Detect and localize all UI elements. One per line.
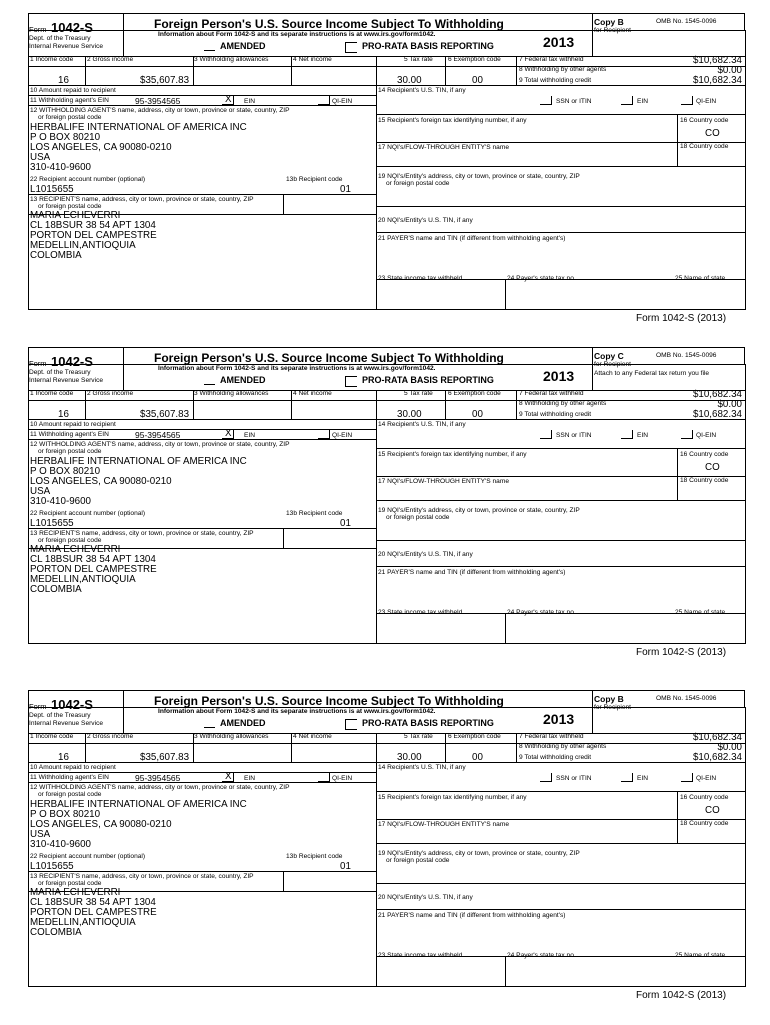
ein-check-mark: X	[225, 94, 232, 105]
box22-label: 22 Recipient account number (optional)	[30, 176, 146, 183]
box15-label: 15 Recipient's foreign tax identifying number, if any	[378, 794, 527, 801]
box23-label: 23 State income tax withheld	[378, 952, 463, 959]
total-credit-value[interactable]: $10,682.34	[692, 75, 742, 86]
ein-check-mark: X	[225, 771, 232, 782]
amended-label: AMENDED	[220, 375, 266, 385]
tax-year: 2013	[543, 368, 575, 384]
box11-label: 11 Withholding agent's EIN	[30, 97, 109, 104]
agent-country[interactable]: USA	[30, 152, 51, 163]
box2-label: 2 Gross income	[87, 56, 134, 63]
qiein-checkbox[interactable]	[318, 430, 330, 439]
ein-label: EIN	[244, 98, 255, 105]
box16-label: 16 Country code	[680, 117, 729, 124]
prorata-checkbox[interactable]	[345, 719, 357, 730]
box24-label: 24 Payer's state tax no.	[507, 609, 576, 616]
box11-label: 11 Withholding agent's EIN	[30, 431, 109, 438]
box22-label: 22 Recipient account number (optional)	[30, 853, 146, 860]
other-agents-value[interactable]: $0.00	[717, 65, 742, 76]
form-footer: Form 1042-S (2013)	[636, 647, 727, 658]
form-title: Foreign Person's U.S. Source Income Subject To Withholding	[154, 351, 504, 365]
agent-address-1[interactable]: P O BOX 80210	[30, 132, 101, 143]
recipient-country[interactable]: COLOMBIA	[30, 250, 82, 261]
other-agents-value[interactable]: $0.00	[717, 742, 742, 753]
country-code-value[interactable]: CO	[705, 462, 720, 473]
box13b-label: 13b Recipient code	[286, 510, 343, 517]
box2-label: 2 Gross income	[87, 390, 134, 397]
qiein-checkbox[interactable]	[318, 96, 330, 105]
dept-text: Dept. of the Treasury	[29, 369, 91, 376]
agent-phone[interactable]: 310-410-9600	[30, 496, 92, 507]
copy-for: for Recipient	[594, 704, 632, 711]
tax-rate-value[interactable]: 30.00	[397, 409, 422, 420]
box19-label: 19 NQI's/Entity's address, city or town, province or state, country, ZIP	[378, 850, 580, 857]
box18-label: 18 Country code	[680, 477, 729, 484]
box6-label: 6 Exemption code	[448, 56, 501, 63]
country-code-value[interactable]: CO	[705, 128, 720, 139]
box17-label: 17 NQI's/FLOW-THROUGH ENTITY'S name	[378, 478, 509, 485]
ssn-label: SSN or ITIN	[556, 432, 592, 439]
account-number-value[interactable]: L1015655	[30, 184, 74, 195]
box17-label: 17 NQI's/FLOW-THROUGH ENTITY'S name	[378, 821, 509, 828]
omb-number: OMB No. 1545-0096	[656, 18, 717, 25]
copy-name: Copy C	[594, 351, 624, 361]
country-code-value[interactable]: CO	[705, 805, 720, 816]
box5-label: 5 Tax rate	[404, 733, 433, 740]
box18-label: 18 Country code	[680, 143, 729, 150]
qiein-checkbox[interactable]	[318, 773, 330, 782]
box5-label: 5 Tax rate	[404, 56, 433, 63]
irs-text: Internal Revenue Service	[29, 720, 104, 727]
agent-address-2[interactable]: LOS ANGELES, CA 90080-0210	[30, 476, 172, 487]
box13-label: 13 RECIPIENT'S name, address, city or town, province or state, country, ZIP	[30, 873, 254, 880]
box3-label: 3 Withholding allowances	[194, 733, 269, 740]
recipient-address-3[interactable]: MEDELLIN,ANTIOQUIA	[30, 917, 136, 928]
box20-label: 20 NQI's/Entity's U.S. TIN, if any	[378, 551, 473, 558]
box10-label: 10 Amount repaid to recipient	[30, 87, 116, 94]
box25-label: 25 Name of state	[675, 609, 726, 616]
box3-label: 3 Withholding allowances	[194, 390, 269, 397]
copy-for: for Recipient	[594, 361, 632, 368]
box9-label: 9 Total withholding credit	[519, 77, 592, 84]
form-word: Form	[29, 702, 47, 711]
amended-checkbox[interactable]	[204, 43, 215, 51]
exemption-code-value[interactable]: 00	[472, 75, 483, 86]
qiein-label: QI-EIN	[332, 432, 353, 439]
box23-label: 23 State income tax withheld	[378, 275, 463, 282]
box7-label: 7 Federal tax withheld	[519, 390, 584, 397]
tax-year: 2013	[543, 34, 575, 50]
box8-label: 8 Withholding by other agents	[519, 66, 607, 73]
omb-number: OMB No. 1545-0096	[656, 695, 717, 702]
recipient-code-value[interactable]: 01	[340, 184, 351, 195]
gross-income-value[interactable]: $35,607.83	[140, 752, 190, 763]
box13-label: 13 RECIPIENT'S name, address, city or town, province or state, country, ZIP	[30, 196, 254, 203]
box16-label: 16 Country code	[680, 451, 729, 458]
box15-label: 15 Recipient's foreign tax identifying number, if any	[378, 117, 527, 124]
form-number: 1042-S	[51, 697, 93, 712]
ssn-checkbox[interactable]	[540, 773, 552, 782]
form-subtitle: Information about Form 1042-S and its separate instructions is at www.irs.gov/form1042.	[158, 31, 436, 38]
tax-rate-value[interactable]: 30.00	[397, 752, 422, 763]
box4-label: 4 Net income	[293, 733, 332, 740]
box25-label: 25 Name of state	[675, 275, 726, 282]
recipient-code-value[interactable]: 01	[340, 861, 351, 872]
tin-ein-checkbox[interactable]	[621, 430, 633, 439]
box21-label: 21 PAYER'S name and TIN (if different from withholding agent's)	[378, 569, 566, 576]
box21-label: 21 PAYER'S name and TIN (if different from withholding agent's)	[378, 235, 566, 242]
gross-income-value[interactable]: $35,607.83	[140, 75, 190, 86]
tax-year: 2013	[543, 711, 575, 727]
amended-checkbox[interactable]	[204, 720, 215, 728]
box24-label: 24 Payer's state tax no.	[507, 952, 576, 959]
amended-label: AMENDED	[220, 41, 266, 51]
tin-qiein-checkbox[interactable]	[681, 96, 693, 105]
qiein-label: QI-EIN	[332, 98, 353, 105]
recipient-country[interactable]: COLOMBIA	[30, 927, 82, 938]
box12-label: 12 WITHHOLDING AGENT'S name, address, city or town, province or state, country, ZIP	[30, 107, 290, 114]
box9-label: 9 Total withholding credit	[519, 754, 592, 761]
tin-ein-checkbox[interactable]	[621, 773, 633, 782]
tax-rate-value[interactable]: 30.00	[397, 75, 422, 86]
copy-name: Copy B	[594, 694, 624, 704]
dept-text: Dept. of the Treasury	[29, 712, 91, 719]
tin-ein-label: EIN	[637, 432, 648, 439]
copy-note: Attach to any Federal tax return you file	[594, 370, 710, 377]
form-word: Form	[29, 359, 47, 368]
ssn-label: SSN or ITIN	[556, 775, 592, 782]
tin-ein-checkbox[interactable]	[621, 96, 633, 105]
tin-ein-label: EIN	[637, 775, 648, 782]
recipient-country[interactable]: COLOMBIA	[30, 584, 82, 595]
recipient-code-value[interactable]: 01	[340, 518, 351, 529]
prorata-checkbox[interactable]	[345, 376, 357, 387]
tin-qiein-label: QI-EIN	[696, 98, 717, 105]
form-1042s-copy-2	[0, 346, 770, 682]
box12-sublabel: or foreign postal code	[38, 791, 102, 798]
form-title: Foreign Person's U.S. Source Income Subject To Withholding	[154, 694, 504, 708]
copy-for: for Recipient	[594, 27, 632, 34]
agent-phone[interactable]: 310-410-9600	[30, 162, 92, 173]
box13-sublabel: or foreign postal code	[38, 537, 102, 544]
agent-address-2[interactable]: LOS ANGELES, CA 90080-0210	[30, 819, 172, 830]
box6-label: 6 Exemption code	[448, 733, 501, 740]
box12-sublabel: or foreign postal code	[38, 448, 102, 455]
recipient-address-3[interactable]: MEDELLIN,ANTIOQUIA	[30, 240, 136, 251]
agent-address-1[interactable]: P O BOX 80210	[30, 466, 101, 477]
tin-qiein-label: QI-EIN	[696, 775, 717, 782]
box24-label: 24 Payer's state tax no.	[507, 275, 576, 282]
box1-label: 1 Income code	[30, 56, 74, 63]
omb-number: OMB No. 1545-0096	[656, 352, 717, 359]
form-footer: Form 1042-S (2013)	[636, 990, 727, 1001]
box12-sublabel: or foreign postal code	[38, 114, 102, 121]
ein-check-mark: X	[225, 428, 232, 439]
box11-label: 11 Withholding agent's EIN	[30, 774, 109, 781]
box12-label: 12 WITHHOLDING AGENT'S name, address, city or town, province or state, country, ZIP	[30, 441, 290, 448]
box23-label: 23 State income tax withheld	[378, 609, 463, 616]
amended-checkbox[interactable]	[204, 377, 215, 385]
box14-label: 14 Recipient's U.S. TIN, if any	[378, 87, 466, 94]
box4-label: 4 Net income	[293, 390, 332, 397]
ssn-checkbox[interactable]	[540, 430, 552, 439]
copy-name: Copy B	[594, 17, 624, 27]
recipient-address-2[interactable]: PORTON DEL CAMPESTRE	[30, 230, 157, 241]
box14-label: 14 Recipient's U.S. TIN, if any	[378, 764, 466, 771]
exemption-code-value[interactable]: 00	[472, 409, 483, 420]
agent-name[interactable]: HERBALIFE INTERNATIONAL OF AMERICA INC	[30, 122, 247, 133]
box8-label: 8 Withholding by other agents	[519, 400, 607, 407]
box13-sublabel: or foreign postal code	[38, 880, 102, 887]
box13-label: 13 RECIPIENT'S name, address, city or town, province or state, country, ZIP	[30, 530, 254, 537]
recipient-address-3[interactable]: MEDELLIN,ANTIOQUIA	[30, 574, 136, 585]
box2-label: 2 Gross income	[87, 733, 134, 740]
account-number-value[interactable]: L1015655	[30, 861, 74, 872]
agent-address-2[interactable]: LOS ANGELES, CA 90080-0210	[30, 142, 172, 153]
box16-label: 16 Country code	[680, 794, 729, 801]
box19-label: 19 NQI's/Entity's address, city or town, province or state, country, ZIP	[378, 507, 580, 514]
box12-label: 12 WITHHOLDING AGENT'S name, address, city or town, province or state, country, ZIP	[30, 784, 290, 791]
prorata-label: PRO-RATA BASIS REPORTING	[362, 718, 494, 728]
ein-label: EIN	[244, 775, 255, 782]
form-1042s-copy-1	[0, 12, 770, 348]
box21-label: 21 PAYER'S name and TIN (if different from withholding agent's)	[378, 912, 566, 919]
recipient-address-1[interactable]: CL 18BSUR 38 54 APT 1304	[30, 897, 156, 908]
qiein-label: QI-EIN	[332, 775, 353, 782]
agent-name[interactable]: HERBALIFE INTERNATIONAL OF AMERICA INC	[30, 456, 247, 467]
agent-ein-value[interactable]: 95-3954565	[135, 430, 181, 440]
box7-label: 7 Federal tax withheld	[519, 56, 584, 63]
box20-label: 20 NQI's/Entity's U.S. TIN, if any	[378, 894, 473, 901]
agent-country[interactable]: USA	[30, 486, 51, 497]
tin-qiein-checkbox[interactable]	[681, 430, 693, 439]
total-credit-value[interactable]: $10,682.34	[692, 409, 742, 420]
recipient-name[interactable]: MARIA ECHEVERRI	[30, 544, 121, 555]
gross-income-value[interactable]: $35,607.83	[140, 409, 190, 420]
box7-label: 7 Federal tax withheld	[519, 733, 584, 740]
dept-text: Dept. of the Treasury	[29, 35, 91, 42]
agent-phone[interactable]: 310-410-9600	[30, 839, 92, 850]
fed-withheld-value[interactable]: $10,682.34	[692, 55, 742, 66]
exemption-code-value[interactable]: 00	[472, 752, 483, 763]
box3-label: 3 Withholding allowances	[194, 56, 269, 63]
form-subtitle: Information about Form 1042-S and its separate instructions is at www.irs.gov/form1042.	[158, 708, 436, 715]
other-agents-value[interactable]: $0.00	[717, 399, 742, 410]
box1-label: 1 Income code	[30, 733, 74, 740]
box1-label: 1 Income code	[30, 390, 74, 397]
tin-qiein-label: QI-EIN	[696, 432, 717, 439]
box15-label: 15 Recipient's foreign tax identifying number, if any	[378, 451, 527, 458]
box17-label: 17 NQI's/FLOW-THROUGH ENTITY'S name	[378, 144, 509, 151]
box9-label: 9 Total withholding credit	[519, 411, 592, 418]
recipient-address-1[interactable]: CL 18BSUR 38 54 APT 1304	[30, 220, 156, 231]
ein-label: EIN	[244, 432, 255, 439]
tin-ein-label: EIN	[637, 98, 648, 105]
box20-label: 20 NQI's/Entity's U.S. TIN, if any	[378, 217, 473, 224]
agent-ein-value[interactable]: 95-3954565	[135, 96, 181, 106]
amended-label: AMENDED	[220, 718, 266, 728]
agent-ein-value[interactable]: 95-3954565	[135, 773, 181, 783]
box19-label: 19 NQI's/Entity's address, city or town, province or state, country, ZIP	[378, 173, 580, 180]
box25-label: 25 Name of state	[675, 952, 726, 959]
box18-label: 18 Country code	[680, 820, 729, 827]
box5-label: 5 Tax rate	[404, 390, 433, 397]
fed-withheld-value[interactable]: $10,682.34	[692, 732, 742, 743]
income-code-value[interactable]: 16	[58, 409, 69, 420]
ssn-checkbox[interactable]	[540, 96, 552, 105]
form-title: Foreign Person's U.S. Source Income Subject To Withholding	[154, 17, 504, 31]
recipient-address-2[interactable]: PORTON DEL CAMPESTRE	[30, 564, 157, 575]
box19-sublabel: or foreign postal code	[386, 857, 450, 864]
box19-sublabel: or foreign postal code	[386, 180, 450, 187]
agent-address-1[interactable]: P O BOX 80210	[30, 809, 101, 820]
form-number: 1042-S	[51, 354, 93, 369]
recipient-address-1[interactable]: CL 18BSUR 38 54 APT 1304	[30, 554, 156, 565]
prorata-checkbox[interactable]	[345, 42, 357, 53]
recipient-address-2[interactable]: PORTON DEL CAMPESTRE	[30, 907, 157, 918]
box10-label: 10 Amount repaid to recipient	[30, 764, 116, 771]
prorata-label: PRO-RATA BASIS REPORTING	[362, 41, 494, 51]
box22-label: 22 Recipient account number (optional)	[30, 510, 146, 517]
total-credit-value[interactable]: $10,682.34	[692, 752, 742, 763]
recipient-name[interactable]: MARIA ECHEVERRI	[30, 887, 121, 898]
form-1042s-copy-3	[0, 689, 770, 1025]
ssn-label: SSN or ITIN	[556, 98, 592, 105]
irs-text: Internal Revenue Service	[29, 43, 104, 50]
form-number: 1042-S	[51, 20, 93, 35]
box13b-label: 13b Recipient code	[286, 176, 343, 183]
income-code-value[interactable]: 16	[58, 752, 69, 763]
account-number-value[interactable]: L1015655	[30, 518, 74, 529]
box10-label: 10 Amount repaid to recipient	[30, 421, 116, 428]
box13-sublabel: or foreign postal code	[38, 203, 102, 210]
income-code-value[interactable]: 16	[58, 75, 69, 86]
prorata-label: PRO-RATA BASIS REPORTING	[362, 375, 494, 385]
box4-label: 4 Net income	[293, 56, 332, 63]
recipient-name[interactable]: MARIA ECHEVERRI	[30, 210, 121, 221]
tin-qiein-checkbox[interactable]	[681, 773, 693, 782]
agent-name[interactable]: HERBALIFE INTERNATIONAL OF AMERICA INC	[30, 799, 247, 810]
irs-text: Internal Revenue Service	[29, 377, 104, 384]
box14-label: 14 Recipient's U.S. TIN, if any	[378, 421, 466, 428]
form-subtitle: Information about Form 1042-S and its separate instructions is at www.irs.gov/form1042.	[158, 365, 436, 372]
box13b-label: 13b Recipient code	[286, 853, 343, 860]
box19-sublabel: or foreign postal code	[386, 514, 450, 521]
box8-label: 8 Withholding by other agents	[519, 743, 607, 750]
fed-withheld-value[interactable]: $10,682.34	[692, 389, 742, 400]
form-word: Form	[29, 25, 47, 34]
form-footer: Form 1042-S (2013)	[636, 313, 727, 324]
box6-label: 6 Exemption code	[448, 390, 501, 397]
agent-country[interactable]: USA	[30, 829, 51, 840]
